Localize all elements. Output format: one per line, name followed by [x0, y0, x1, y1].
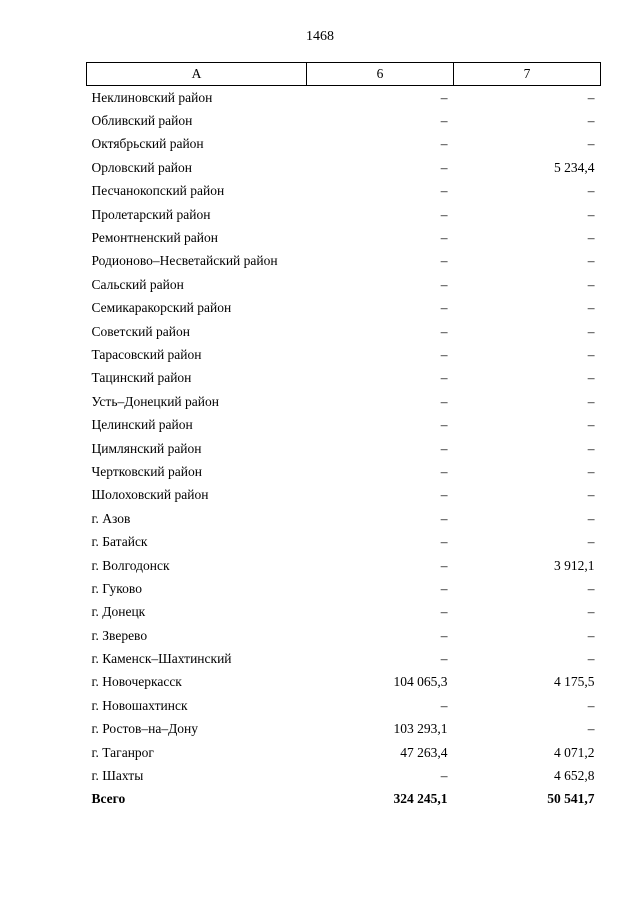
table-row — [87, 624, 601, 647]
table-row — [87, 601, 601, 624]
cell-col-6: 104 065,3 — [393, 674, 448, 690]
cell-col-7: – — [587, 183, 595, 199]
table-row — [87, 554, 601, 577]
cell-col-6: – — [440, 300, 448, 316]
data-table — [86, 62, 601, 811]
cell-col-7: – — [587, 534, 595, 550]
cell-col-6: – — [440, 627, 448, 643]
table-row — [87, 320, 601, 343]
cell-col-7: – — [587, 721, 595, 737]
row-name: г. Новошахтинск — [91, 697, 188, 713]
cell-col-6: – — [440, 651, 448, 667]
cell-col-6: – — [440, 510, 448, 526]
cell-col-7: 3 912,1 — [554, 557, 595, 573]
header-row — [87, 63, 601, 86]
row-name: Обливский район — [91, 113, 193, 129]
row-name: Цимлянский район — [91, 440, 202, 456]
cell-col-6: – — [440, 370, 448, 386]
cell-col-7: – — [587, 510, 595, 526]
row-name: Октябрьский район — [91, 136, 204, 152]
total-value-col-6: 324 245,1 — [393, 791, 448, 807]
table-row — [87, 367, 601, 390]
cell-col-6: – — [440, 604, 448, 620]
table-row — [87, 507, 601, 530]
row-name: Сальский район — [91, 276, 184, 292]
table-row — [87, 647, 601, 670]
table-row — [87, 694, 601, 717]
cell-col-7: – — [587, 487, 595, 503]
cell-col-7: – — [587, 370, 595, 386]
cell-col-6: – — [440, 440, 448, 456]
cell-col-7: – — [587, 323, 595, 339]
table-row — [87, 460, 601, 483]
cell-col-7: – — [587, 136, 595, 152]
cell-col-6: – — [440, 276, 448, 292]
total-value-col-7: 50 541,7 — [547, 791, 595, 807]
row-name: Тацинский район — [91, 370, 192, 386]
cell-col-7: – — [587, 206, 595, 222]
cell-col-6: – — [440, 580, 448, 596]
row-name: г. Новочеркасск — [91, 674, 182, 690]
row-name: г. Ростов–на–Дону — [91, 721, 199, 737]
cell-col-7: – — [587, 300, 595, 316]
cell-col-7: – — [587, 580, 595, 596]
table-row — [87, 156, 601, 179]
column-header-7: 7 — [454, 63, 601, 86]
row-name: Песчанокопский район — [91, 183, 225, 199]
cell-col-7: – — [587, 697, 595, 713]
cell-col-7: – — [587, 253, 595, 269]
cell-col-7: – — [587, 627, 595, 643]
cell-col-6: – — [440, 159, 448, 175]
cell-col-7: – — [587, 113, 595, 129]
table-row — [87, 484, 601, 507]
cell-col-7: – — [587, 604, 595, 620]
row-name: г. Батайск — [91, 534, 148, 550]
row-name: Советский район — [91, 323, 190, 339]
cell-col-7: – — [587, 463, 595, 479]
cell-col-6: – — [440, 230, 448, 246]
cell-col-7: – — [587, 393, 595, 409]
table-row — [87, 343, 601, 366]
table-row — [87, 133, 601, 156]
cell-col-6: – — [440, 136, 448, 152]
row-name: Шолоховский район — [91, 487, 209, 503]
cell-col-6: – — [440, 768, 448, 784]
table-row — [87, 718, 601, 741]
cell-col-6: – — [440, 253, 448, 269]
table-row — [87, 764, 601, 787]
column-header-a: А — [87, 63, 307, 86]
cell-col-7: 5 234,4 — [554, 159, 595, 175]
row-name: Семикаракорский район — [91, 300, 232, 316]
table-row — [87, 413, 601, 436]
cell-col-6: – — [440, 113, 448, 129]
row-name: г. Шахты — [91, 768, 144, 784]
row-name: Ремонтненский район — [91, 230, 218, 246]
table-row — [87, 437, 601, 460]
cell-col-6: 103 293,1 — [393, 721, 448, 737]
table-row — [87, 577, 601, 600]
row-name: Целинский район — [91, 417, 193, 433]
cell-col-6: – — [440, 697, 448, 713]
table-row — [87, 741, 601, 764]
row-name: г. Таганрог — [91, 744, 154, 760]
row-name: г. Каменск–Шахтинский — [91, 651, 232, 667]
cell-col-7: – — [587, 440, 595, 456]
cell-col-6: – — [440, 183, 448, 199]
row-name: Орловский район — [91, 159, 192, 175]
row-name: Тарасовский район — [91, 346, 202, 362]
total-label: Всего — [91, 791, 126, 807]
row-name: г. Азов — [91, 510, 131, 526]
table-row — [87, 226, 601, 249]
table-row — [87, 273, 601, 296]
cell-col-7: – — [587, 417, 595, 433]
table-row — [87, 86, 601, 110]
cell-col-7: 4 175,5 — [554, 674, 595, 690]
table-row — [87, 297, 601, 320]
table-row — [87, 180, 601, 203]
column-header-6: 6 — [307, 63, 454, 86]
cell-col-7: 4 652,8 — [554, 768, 595, 784]
table-row — [87, 203, 601, 226]
cell-col-7: 4 071,2 — [554, 744, 595, 760]
table-row — [87, 390, 601, 413]
row-name: Чертковский район — [91, 463, 202, 479]
row-name: г. Донецк — [91, 604, 146, 620]
cell-col-6: – — [440, 393, 448, 409]
cell-col-7: – — [587, 651, 595, 667]
row-name: г. Гуково — [91, 580, 142, 596]
table-body — [87, 86, 601, 812]
page-number: 1468 — [306, 29, 334, 44]
table-row — [87, 250, 601, 273]
cell-col-6: – — [440, 89, 448, 105]
table-row — [87, 109, 601, 132]
total-row — [87, 788, 601, 811]
cell-col-6: – — [440, 557, 448, 573]
cell-col-6: – — [440, 487, 448, 503]
cell-col-6: – — [440, 534, 448, 550]
cell-col-7: – — [587, 276, 595, 292]
cell-col-6: – — [440, 463, 448, 479]
cell-col-6: – — [440, 206, 448, 222]
row-name: Усть–Донецкий район — [91, 393, 219, 409]
row-name: Родионово–Несветайский район — [91, 253, 278, 269]
table-header — [87, 63, 601, 86]
table-row — [87, 671, 601, 694]
table-row — [87, 530, 601, 553]
cell-col-7: – — [587, 89, 595, 105]
row-name: Пролетарский район — [91, 206, 211, 222]
row-name: Неклиновский район — [91, 89, 213, 105]
row-name: г. Волгодонск — [91, 557, 170, 573]
cell-col-7: – — [587, 230, 595, 246]
cell-col-6: – — [440, 323, 448, 339]
cell-col-6: – — [440, 346, 448, 362]
cell-col-6: 47 263,4 — [400, 744, 448, 760]
cell-col-6: – — [440, 417, 448, 433]
cell-col-7: – — [587, 346, 595, 362]
row-name: г. Зверево — [91, 627, 148, 643]
